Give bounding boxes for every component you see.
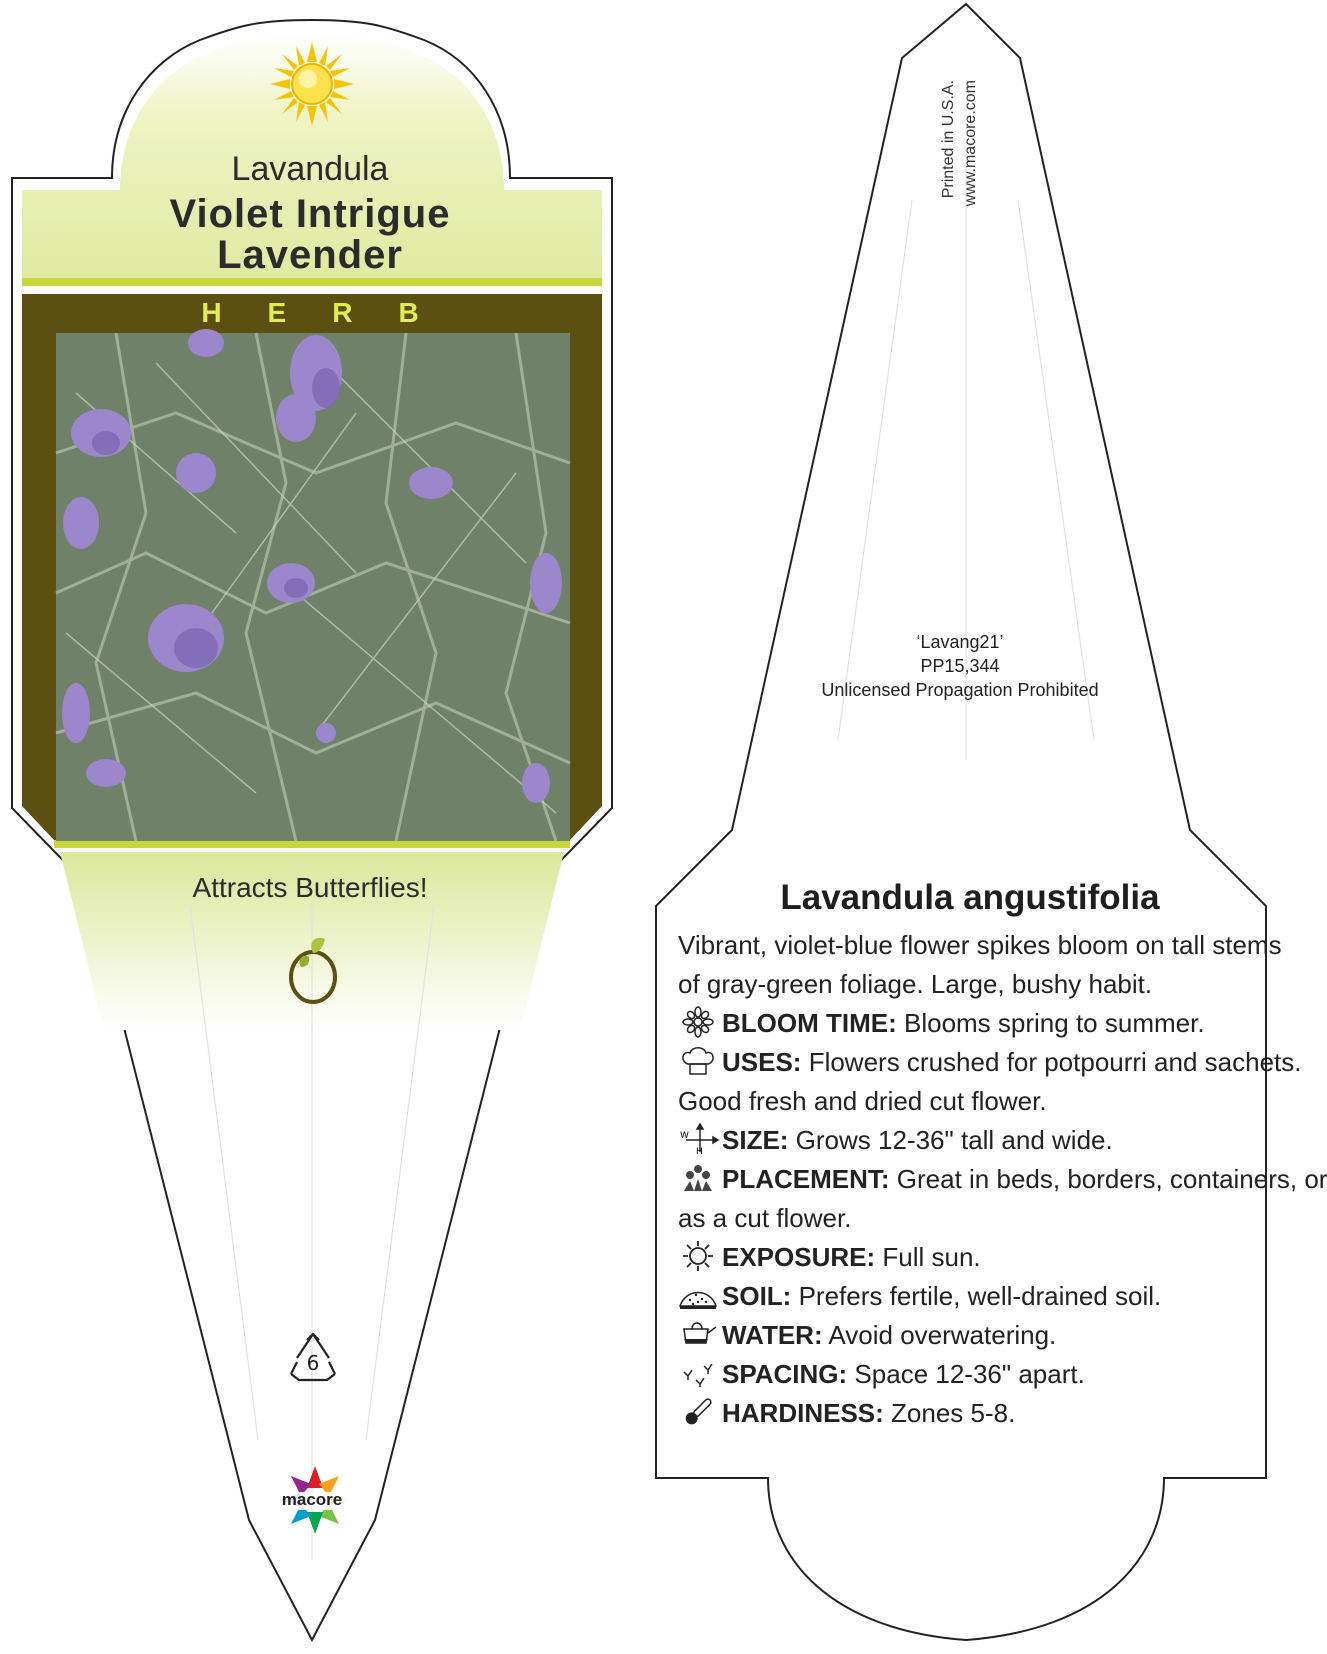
size-row	[678, 1121, 1248, 1160]
dimensions-icon	[678, 1124, 718, 1157]
print-info	[938, 80, 998, 330]
cultivar-code: ‘Lavang21’	[916, 632, 1004, 652]
size-label: SIZE:	[722, 1125, 789, 1155]
plant-variety-name: Violet Intrigue	[169, 192, 451, 236]
category-label: HERB	[201, 297, 465, 328]
tagline: Attracts Butterflies!	[192, 872, 428, 903]
hardiness-value: Zones 5-8.	[883, 1398, 1016, 1428]
bloom-time-row	[678, 1004, 1248, 1043]
sprout-logo-icon	[283, 935, 343, 1005]
flower-bed-icon	[678, 1163, 718, 1193]
daisy-icon	[678, 1007, 718, 1037]
exposure-value: Full sun.	[875, 1242, 981, 1272]
placement-label: PLACEMENT:	[722, 1164, 890, 1194]
uses-value: Flowers crushed for potpourri and sachets.	[801, 1047, 1302, 1077]
sun-outline-icon	[678, 1241, 718, 1271]
water-row	[678, 1316, 1248, 1355]
lavender-photo	[56, 333, 570, 841]
patent-number: PP15,344	[920, 656, 1000, 676]
soil-mound-icon	[678, 1280, 718, 1310]
seedlings-icon	[678, 1358, 718, 1388]
recycle-code: 6	[306, 1351, 320, 1375]
placement-row	[678, 1160, 1327, 1199]
water-label: WATER:	[722, 1320, 823, 1350]
hardiness-label: HARDINESS:	[722, 1398, 884, 1428]
uses-label: USES:	[722, 1047, 802, 1077]
thermometer-icon	[678, 1397, 718, 1427]
exposure-label: EXPOSURE:	[722, 1242, 876, 1272]
water-value: Avoid overwatering.	[822, 1320, 1057, 1350]
propagation-notice: Unlicensed Propagation Prohibited	[821, 680, 1099, 700]
spacing-row	[678, 1355, 1248, 1394]
chef-hat-icon	[678, 1046, 718, 1076]
sun-icon	[270, 42, 354, 126]
spacing-value: Space 12-36" apart.	[847, 1359, 1085, 1389]
printed-in: Printed in U.S.A.	[940, 80, 957, 199]
placement-continued: as a cut flower.	[678, 1203, 852, 1233]
size-value: Grows 12-36" tall and wide.	[788, 1125, 1113, 1155]
hardiness-row	[678, 1394, 1248, 1433]
uses-row	[678, 1043, 1302, 1082]
soil-row	[678, 1277, 1248, 1316]
botanical-name: Lavandula angustifolia	[780, 878, 1160, 917]
bloom-time-label: BLOOM TIME:	[722, 1008, 897, 1038]
svg-text:H: H	[696, 1147, 703, 1157]
brand-name: macore	[281, 1490, 343, 1509]
care-description	[678, 926, 1327, 1433]
placement-value: Great in beds, borders, containers, or	[889, 1164, 1327, 1194]
plant-genus: Lavandula	[231, 150, 389, 188]
soil-label: SOIL:	[722, 1281, 792, 1311]
svg-text:W: W	[680, 1131, 689, 1141]
website: www.macore.com	[962, 80, 979, 207]
exposure-row	[678, 1238, 1248, 1277]
uses-continued: Good fresh and dried cut flower.	[678, 1086, 1047, 1116]
description-line: Vibrant, violet-blue flower spikes bloom on tall stems	[678, 930, 1282, 960]
watering-can-icon	[678, 1319, 718, 1349]
plant-common-name: Lavender	[217, 233, 403, 277]
description-line: of gray-green foliage. Large, bushy habit.	[678, 969, 1153, 999]
bloom-time-value: Blooms spring to summer.	[896, 1008, 1205, 1038]
soil-value: Prefers fertile, well-drained soil.	[791, 1281, 1162, 1311]
spacing-label: SPACING:	[722, 1359, 848, 1389]
